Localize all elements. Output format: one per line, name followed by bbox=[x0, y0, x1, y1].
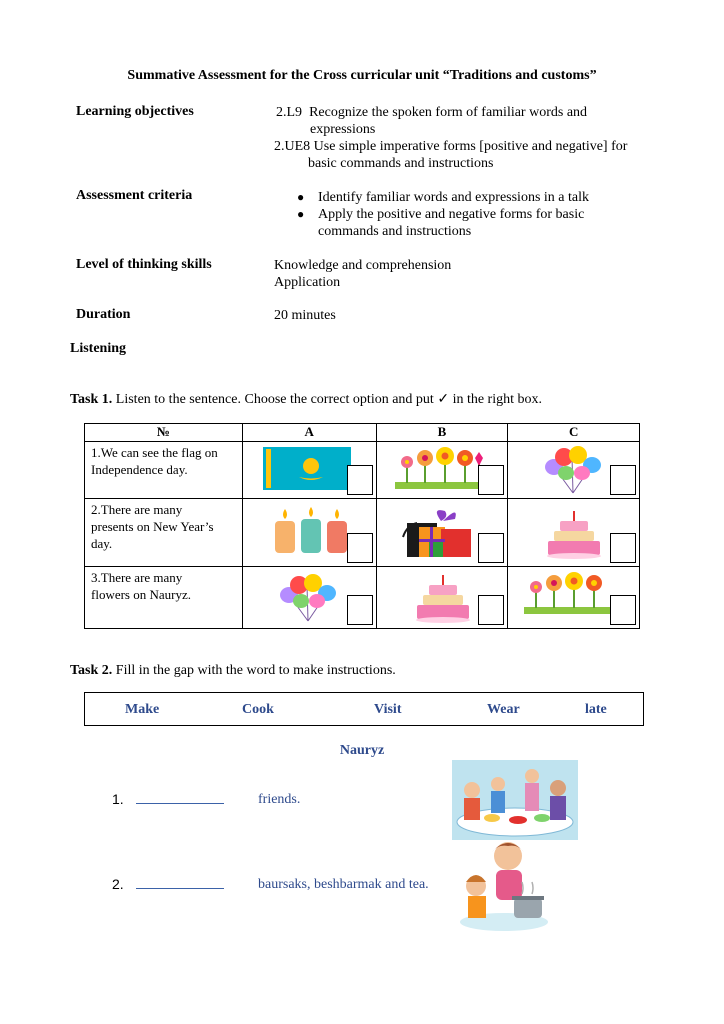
bullet-icon: ● bbox=[297, 190, 305, 204]
balloons-icon bbox=[542, 445, 604, 495]
lo-2-text: Use simple imperative forms [positive and negative] for bbox=[313, 139, 628, 154]
task1-table bbox=[84, 423, 640, 629]
answer-checkbox[interactable] bbox=[478, 465, 504, 495]
checkmark-icon: ✓ bbox=[437, 392, 450, 407]
header-number: № bbox=[85, 424, 243, 442]
learning-objective-2 bbox=[274, 138, 654, 155]
learning-objectives-label: Learning objectives bbox=[76, 104, 194, 119]
option-cell-b bbox=[376, 567, 508, 629]
bullet-icon: ● bbox=[297, 207, 305, 221]
criteria-text-2: Apply the positive and negative forms for basic bbox=[318, 207, 585, 222]
duration-label: Duration bbox=[76, 307, 131, 322]
question-2-line1: 2.There are many bbox=[91, 502, 183, 517]
table-header-row bbox=[85, 424, 640, 442]
table-row bbox=[85, 567, 640, 629]
answer-checkbox[interactable] bbox=[347, 465, 373, 495]
word-cook: Cook bbox=[242, 702, 274, 717]
question-2-line3: day. bbox=[91, 536, 113, 551]
assessment-criteria-label: Assessment criteria bbox=[76, 188, 193, 203]
question-3-line1: 3.There are many bbox=[91, 570, 183, 585]
answer-checkbox[interactable] bbox=[610, 533, 636, 563]
answer-gap[interactable] bbox=[136, 791, 224, 804]
answer-checkbox[interactable] bbox=[478, 533, 504, 563]
duration-value: 20 minutes bbox=[274, 308, 336, 323]
header-c: C bbox=[508, 424, 640, 442]
cake-icon bbox=[415, 573, 471, 623]
question-1-line2: Independence day. bbox=[91, 462, 188, 477]
question-cell bbox=[85, 567, 243, 629]
flowers-icon bbox=[524, 571, 614, 617]
word-bank bbox=[84, 692, 644, 726]
question-3-line2: flowers on Nauryz. bbox=[91, 587, 191, 602]
header-b: B bbox=[376, 424, 508, 442]
criteria-item-2-line2: commands and instructions bbox=[318, 224, 472, 239]
table-row bbox=[85, 499, 640, 567]
lo-2-code: 2.UE8 bbox=[274, 139, 311, 154]
lo-1-line2: expressions bbox=[310, 122, 376, 137]
task2-label: Task 2. bbox=[70, 663, 113, 678]
task2-subtitle: Nauryz bbox=[339, 743, 385, 758]
word-wear: Wear bbox=[487, 702, 520, 717]
option-cell-a bbox=[242, 499, 376, 567]
option-cell-c bbox=[508, 567, 640, 629]
table-row bbox=[85, 442, 640, 499]
question-cell bbox=[85, 499, 243, 567]
item-number: 1. bbox=[112, 791, 124, 807]
task2-instruction bbox=[70, 662, 396, 679]
lo-2-line2: basic commands and instructions bbox=[308, 156, 494, 171]
criteria-text-1: Identify familiar words and expressions in a talk bbox=[318, 190, 589, 205]
item-number: 2. bbox=[112, 876, 124, 892]
thinking-skill-2: Application bbox=[274, 275, 341, 290]
balloons-icon bbox=[277, 571, 339, 623]
list-item bbox=[112, 791, 224, 809]
option-cell-b bbox=[376, 442, 508, 499]
section-listening: Listening bbox=[70, 341, 127, 356]
answer-gap[interactable] bbox=[136, 876, 224, 889]
family-dinner-icon bbox=[452, 760, 578, 840]
option-cell-c bbox=[508, 442, 640, 499]
presents-icon bbox=[401, 501, 481, 561]
document-title: Summative Assessment for the Cross curricular unit “Traditions and customs” bbox=[127, 68, 597, 83]
option-cell-c bbox=[508, 499, 640, 567]
criteria-item-1 bbox=[297, 189, 589, 206]
answer-checkbox[interactable] bbox=[610, 595, 636, 625]
lo-1-text: Recognize the spoken form of familiar words and bbox=[309, 105, 588, 120]
word-late: late bbox=[585, 702, 607, 717]
list-item bbox=[112, 876, 224, 894]
task1-text: Listen to the sentence. Choose the correct option and put bbox=[115, 392, 434, 407]
question-2-line2: presents on New Year’s bbox=[91, 519, 214, 534]
thinking-skills-label: Level of thinking skills bbox=[76, 257, 212, 272]
item-text: baursaks, beshbarmak and tea. bbox=[258, 877, 429, 892]
lo-1-code: 2.L9 bbox=[276, 105, 303, 120]
item-text: friends. bbox=[258, 792, 301, 807]
task1-instruction bbox=[70, 391, 542, 408]
question-1-line1: 1.We can see the flag on bbox=[91, 445, 218, 460]
answer-checkbox[interactable] bbox=[478, 595, 504, 625]
mother-cooking-icon bbox=[458, 838, 550, 932]
criteria-item-2 bbox=[297, 206, 585, 223]
option-cell-a bbox=[242, 567, 376, 629]
word-make: Make bbox=[125, 702, 160, 717]
answer-checkbox[interactable] bbox=[610, 465, 636, 495]
word-visit: Visit bbox=[374, 702, 402, 717]
thinking-skill-1: Knowledge and comprehension bbox=[274, 258, 452, 273]
option-cell-a bbox=[242, 442, 376, 499]
flag-icon bbox=[263, 447, 351, 490]
question-cell bbox=[85, 442, 243, 499]
option-cell-b bbox=[376, 499, 508, 567]
task1-label: Task 1. bbox=[70, 392, 113, 407]
task2-text: Fill in the gap with the word to make instructions. bbox=[115, 663, 396, 678]
answer-checkbox[interactable] bbox=[347, 595, 373, 625]
answer-checkbox[interactable] bbox=[347, 533, 373, 563]
candles-icon bbox=[271, 507, 353, 555]
flowers-icon bbox=[395, 446, 485, 492]
learning-objective-1 bbox=[276, 104, 656, 121]
header-a: A bbox=[242, 424, 376, 442]
cake-icon bbox=[546, 509, 602, 559]
task1-text-end: in the right box. bbox=[452, 392, 542, 407]
